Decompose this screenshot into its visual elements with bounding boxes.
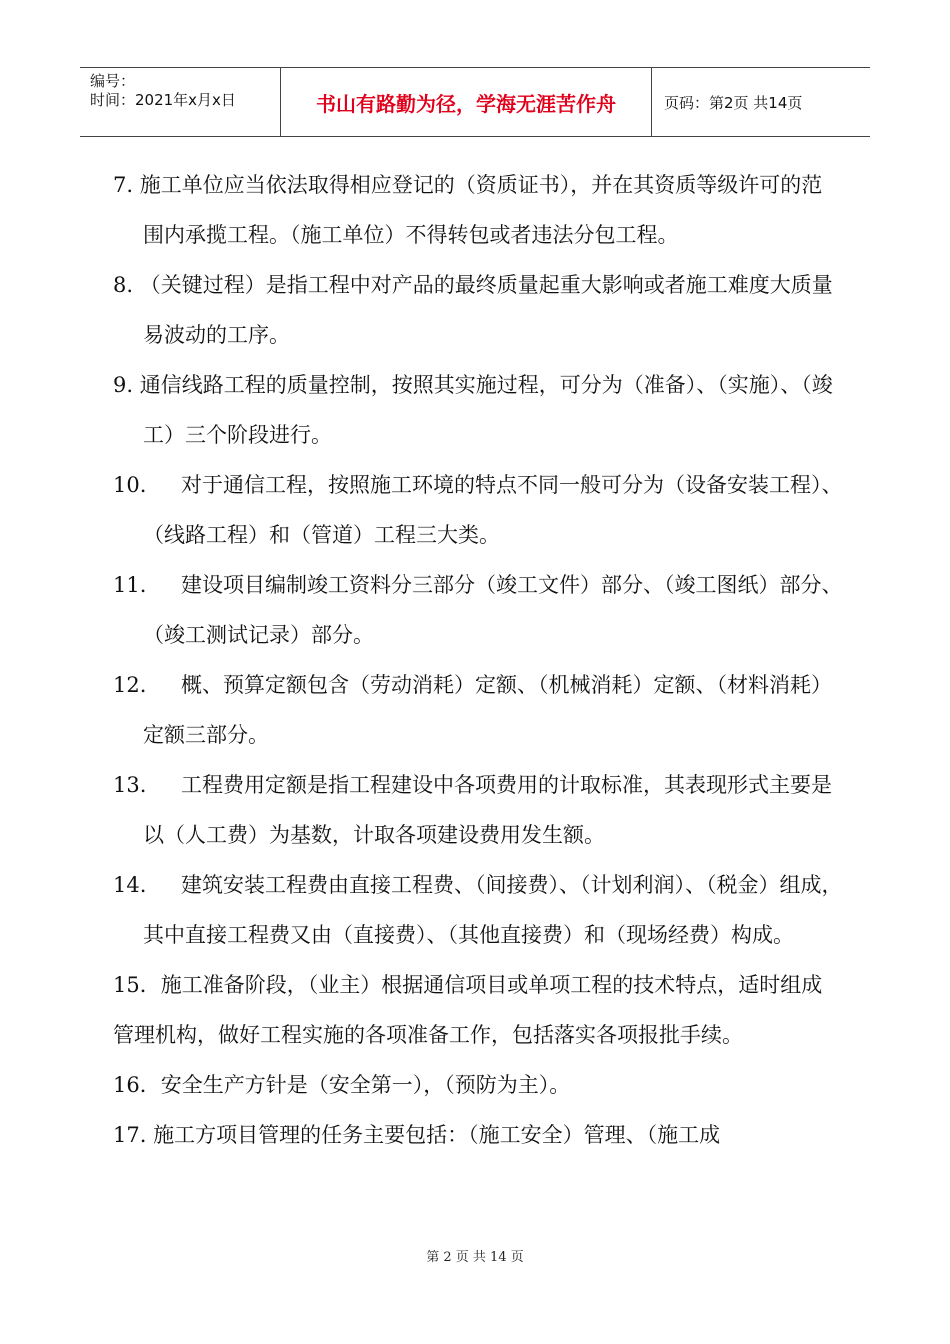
list-item [113, 560, 843, 660]
item-text: 通信线路工程的质量控制，按照其实施过程，可分为（准备）、（实施）、（竣工）三个阶段进行。 [139, 373, 833, 447]
item-number: 14. [113, 873, 147, 897]
item-number: 8. [113, 273, 134, 297]
item-number: 7. [113, 173, 134, 197]
item-text: 建设项目编制竣工资料分三部分（竣工文件）部分、（竣工图纸）部分、（竣工测试记录）部分。 [143, 573, 843, 647]
item-number: 17. [113, 1123, 147, 1147]
item-text: 工程费用定额是指工程建设中各项费用的计取标准，其表现形式主要是以（人工费）为基数，计取各项建设费用发生额。 [143, 773, 832, 847]
item-number: 15． [113, 973, 161, 997]
item-text: 施工单位应当依法取得相应登记的（资质证书），并在其资质等级许可的范围内承揽工程。（施工单位）不得转包或者违法分包工程。 [139, 173, 823, 247]
item-text: 施工方项目管理的任务主要包括：（施工安全）管理、（施工成 [153, 1123, 721, 1147]
item-number: 11. [113, 573, 147, 597]
item-text: 施工准备阶段，（业主）根据通信项目或单项工程的技术特点，适时组成管理机构，做好工程实施的各项准备工作，包括落实各项报批手续。 [113, 973, 823, 1047]
item-text: 安全生产方针是（安全第一），（预防为主）。 [160, 1073, 571, 1097]
item-number: 10. [113, 473, 147, 497]
list-item [113, 260, 843, 360]
list-item [113, 1060, 843, 1110]
item-text: 概、预算定额包含（劳动消耗）定额、（机械消耗）定额、（材料消耗）定额三部分。 [143, 673, 832, 747]
document-body [113, 160, 843, 1160]
item-number: 16． [113, 1073, 161, 1097]
document-date: 时间：2021年x月x日 [90, 91, 236, 109]
item-number: 9. [113, 373, 134, 397]
page-header [80, 67, 870, 137]
item-text: 对于通信工程，按照施工环境的特点不同一般可分为（设备安装工程）、（线路工程）和（管道）工程三大类。 [143, 473, 843, 547]
list-item [113, 860, 843, 960]
page-footer: 第 2 页 共 14 页 [426, 1250, 524, 1265]
item-number: 13. [113, 773, 147, 797]
list-item [113, 160, 843, 260]
document-number-label: 编号： [90, 72, 136, 90]
item-number: 12. [113, 673, 147, 697]
header-motto: 书山有路勤为径，学海无涯苦作舟 [281, 68, 652, 136]
list-item [113, 1110, 843, 1160]
list-item [113, 760, 843, 860]
header-page-info: 页码：第2页 共14页 [664, 93, 803, 112]
item-text: （关键过程）是指工程中对产品的最终质量起重大影响或者施工难度大质量易波动的工序。 [139, 273, 833, 347]
list-item [113, 960, 843, 1060]
item-text: 建筑安装工程费由直接工程费、（间接费）、（计划利润）、（税金）组成，其中直接工程费又由（直接费）、（其他直接费）和（现场经费）构成。 [143, 873, 843, 947]
list-item [113, 360, 843, 460]
list-item [113, 460, 843, 560]
list-item [113, 660, 843, 760]
header-meta [80, 68, 281, 136]
